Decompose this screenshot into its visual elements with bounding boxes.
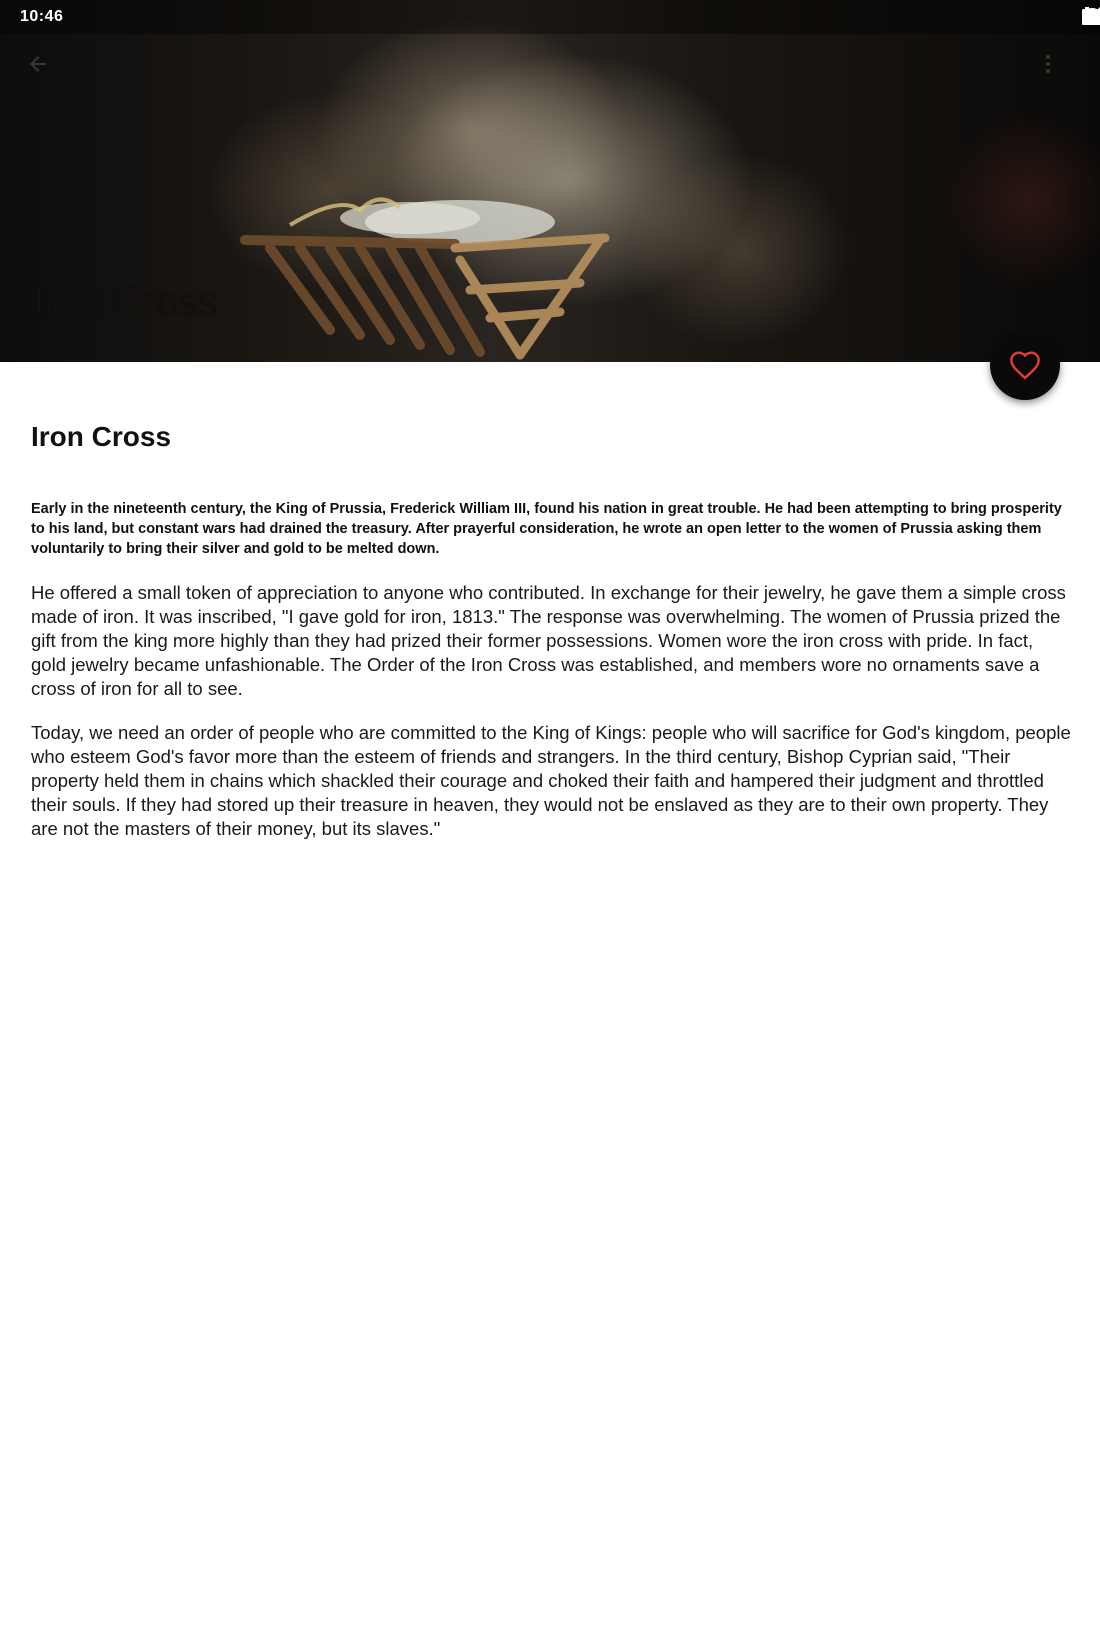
back-button[interactable]	[26, 52, 70, 96]
more-vert-icon	[1036, 52, 1060, 76]
battery-icon	[1082, 7, 1092, 25]
article-intro: Early in the nineteenth century, the King of Prussia, Frederick William III, found his nation in great trouble. He had been attempting to bring prosperity to his land, but constant wars had drained the treasury. After prayerful consideration, he wrote an open letter to the women of Prussia asking them voluntarily to bring their silver and gold to be melted down.	[31, 501, 1062, 557]
more-options-button[interactable]	[1036, 52, 1080, 96]
article-paragraph: Today, we need an order of people who are committed to the King of Kings: people who will sacrifice for God's kingdom, people who esteem God's favor more than the esteem of friends and strangers. In the third century, Bishop Cyprian said, "Their property held them in chains which shackled their courage and choked their faith and hampered their judgment and throttled their souls. If they had stored up their treasure in heaven, they would not be enslaved as they are to their own property. They are not the masters of their money, but its slaves."	[31, 722, 1071, 839]
header-image	[0, 0, 1100, 362]
article-content	[31, 405, 1071, 841]
header-overlay-title: Iron Cross	[33, 280, 218, 324]
heart-outline-icon	[1008, 350, 1042, 380]
favorite-button[interactable]	[990, 330, 1060, 400]
article-title: Iron Cross	[31, 421, 172, 452]
status-time: 10:46	[20, 8, 64, 25]
arrow-back-icon	[26, 52, 50, 76]
article-paragraph: He offered a small token of appreciation to anyone who contributed. In exchange for their jewelry, he gave them a simple cross made of iron. It was inscribed, "I gave gold for iron, 1813." The response was overwhelming. The women of Prussia prized the gift from the king more highly than they had prized their former possessions. Women wore the iron cross with pride. In fact, gold jewelry became unfashionable. The Order of the Iron Cross was established, and members wore no ornaments save a cross of iron for all to see.	[31, 582, 1066, 699]
status-bar	[0, 0, 1100, 34]
